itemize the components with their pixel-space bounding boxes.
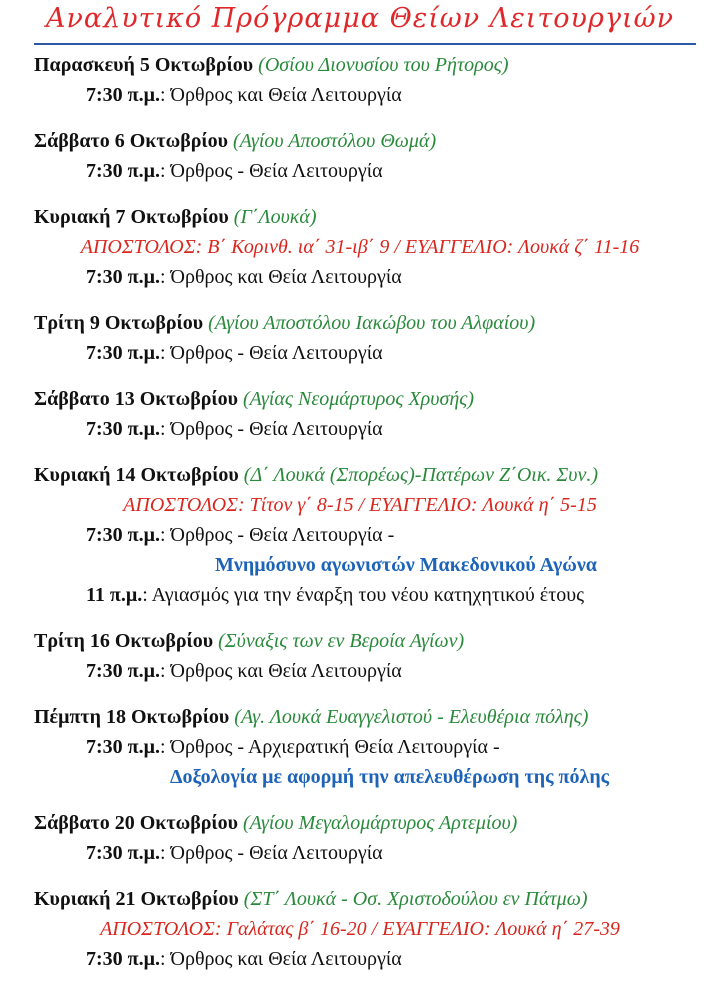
service-time: 7:30 π.μ.: [86, 84, 160, 106]
service-time-line: [0, 732, 720, 762]
service-time: 7:30 π.μ.: [86, 524, 160, 546]
service-time-line: [0, 838, 720, 868]
service-time: 7:30 π.μ.: [86, 736, 160, 758]
schedule-entry: [0, 384, 720, 444]
service-description: : Όρθρος και Θεία Λειτουργία: [159, 84, 402, 106]
entry-date: Παρασκευή 5 Οκτωβρίου: [34, 54, 254, 76]
service-time: 7:30 π.μ.: [86, 266, 160, 288]
service-time: 7:30 π.μ.: [86, 842, 160, 864]
service-description: : Όρθρος - Θεία Λειτουργία: [159, 418, 383, 440]
entry-date: Τρίτη 9 Οκτωβρίου: [34, 312, 204, 334]
service-time-line: [0, 156, 720, 186]
entry-date: Σάββατο 13 Οκτωβρίου: [34, 388, 239, 410]
entry-heading: [0, 308, 720, 338]
entry-heading: [0, 884, 720, 914]
entry-heading: [0, 702, 720, 732]
service-time-line: [0, 414, 720, 444]
schedule-entry: [0, 202, 720, 292]
entry-readings: ΑΠΟΣΤΟΛΟΣ: Β΄ Κορινθ. ια΄ 31-ιβ΄ 9 / ΕΥΑΓΓΕΛΙΟ: Λουκά ζ΄ 11-16: [80, 236, 640, 258]
service-time: 11 π.μ.: [86, 584, 143, 606]
schedule-entry: [0, 460, 720, 610]
service-description: : Όρθρος και Θεία Λειτουργία: [159, 266, 402, 288]
service-time-line: [0, 944, 720, 974]
service-time: 7:30 π.μ.: [86, 160, 160, 182]
entry-heading: [0, 626, 720, 656]
entry-feast: (Αγίου Αποστόλου Ιακώβου του Αλφαίου): [208, 312, 536, 334]
entry-heading: [0, 50, 720, 80]
entry-date: Κυριακή 14 Οκτωβρίου: [34, 464, 239, 486]
service-time-line: [0, 262, 720, 292]
entry-feast: (Οσίου Διονυσίου του Ρήτορος): [258, 54, 509, 76]
service-description: : Αγιασμός για την έναρξη του νέου κατηχητικού έτους: [142, 584, 585, 606]
schedule-entry: [0, 626, 720, 686]
entry-date: Σάββατο 20 Οκτωβρίου: [34, 812, 239, 834]
service-time: 7:30 π.μ.: [86, 660, 160, 682]
entry-feast: (Αγίας Νεομάρτυρος Χρυσής): [243, 388, 475, 410]
page-title: Αναλυτικό Πρόγραμμα Θείων Λειτουργιών: [46, 3, 674, 34]
service-description: : Όρθρος - Θεία Λειτουργία -: [159, 524, 395, 546]
service-time-line: [0, 520, 720, 550]
service-time-line: [0, 80, 720, 110]
title-divider: [34, 43, 696, 45]
entry-date: Κυριακή 21 Οκτωβρίου: [34, 888, 239, 910]
service-time-line: [0, 338, 720, 368]
entry-feast: (Δ΄ Λουκά (Σπορέως)-Πατέρων Ζ΄Οικ. Συν.): [243, 464, 599, 486]
schedule-entry: [0, 808, 720, 868]
service-description: : Όρθρος και Θεία Λειτουργία: [159, 948, 402, 970]
entry-date: Κυριακή 7 Οκτωβρίου: [34, 206, 229, 228]
entry-feast: (Αγ. Λουκά Ευαγγελιστού - Ελευθέρια πόλης): [234, 706, 589, 728]
schedule-entry: [0, 884, 720, 974]
entry-feast: (Γ΄Λουκά): [233, 206, 317, 228]
entry-date: Τρίτη 16 Οκτωβρίου: [34, 630, 214, 652]
entry-feast: (Σύναξις των εν Βεροία Αγίων): [218, 630, 465, 652]
entry-heading: [0, 808, 720, 838]
entry-feast: (ΣΤ΄ Λουκά - Οσ. Χριστοδούλου εν Πάτμω): [243, 888, 588, 910]
entry-heading: [0, 126, 720, 156]
schedule-list: [0, 50, 720, 990]
entry-date: Πέμπτη 18 Οκτωβρίου: [34, 706, 230, 728]
service-note: Δοξολογία με αφορμή την απελευθέρωση της πόλης: [170, 766, 610, 788]
entry-feast: (Αγίου Αποστόλου Θωμά): [233, 130, 437, 152]
entry-heading: [0, 384, 720, 414]
entry-date: Σάββατο 6 Οκτωβρίου: [34, 130, 229, 152]
service-time: 7:30 π.μ.: [86, 418, 160, 440]
entry-readings: ΑΠΟΣΤΟΛΟΣ: Τίτον γ΄ 8-15 / ΕΥΑΓΓΕΛΙΟ: Λουκά η΄ 5-15: [123, 494, 597, 516]
schedule-entry: [0, 50, 720, 110]
service-time-line: [0, 580, 720, 610]
schedule-entry: [0, 126, 720, 186]
entry-feast: (Αγίου Μεγαλομάρτυρος Αρτεμίου): [243, 812, 518, 834]
entry-readings: ΑΠΟΣΤΟΛΟΣ: Γαλάτας β΄ 16-20 / ΕΥΑΓΓΕΛΙΟ: Λουκά η΄ 27-39: [100, 918, 620, 940]
service-description: : Όρθρος - Θεία Λειτουργία: [159, 160, 383, 182]
service-time: 7:30 π.μ.: [86, 342, 160, 364]
service-description: : Όρθρος - Θεία Λειτουργία: [159, 342, 383, 364]
service-description: : Όρθρος και Θεία Λειτουργία: [159, 660, 402, 682]
schedule-entry: [0, 702, 720, 792]
schedule-entry: [0, 308, 720, 368]
service-description: : Όρθρος - Θεία Λειτουργία: [159, 842, 383, 864]
entry-heading: [0, 460, 720, 490]
service-time-line: [0, 656, 720, 686]
service-time: 7:30 π.μ.: [86, 948, 160, 970]
entry-heading: [0, 202, 720, 232]
service-note: Μνημόσυνο αγωνιστών Μακεδονικού Αγώνα: [215, 554, 597, 576]
service-description: : Όρθρος - Αρχιερατική Θεία Λειτουργία -: [159, 736, 500, 758]
